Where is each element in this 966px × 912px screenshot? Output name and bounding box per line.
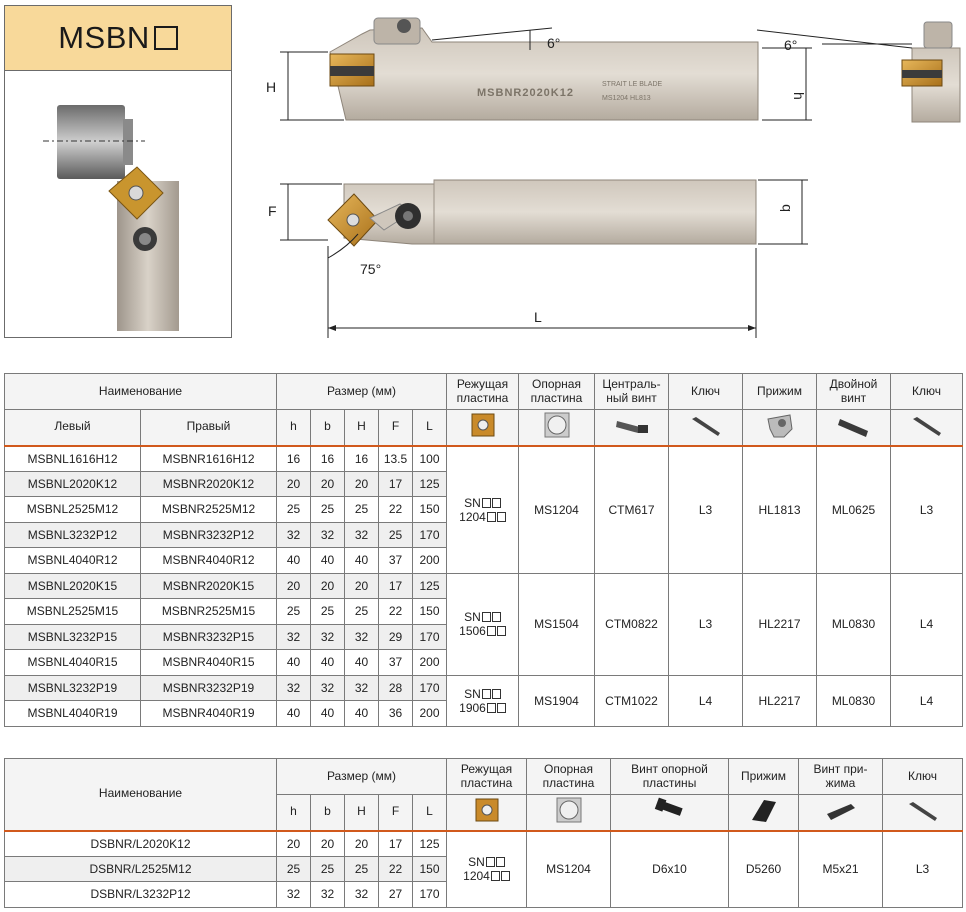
double-screw-cell: ML0830 <box>817 573 891 675</box>
dim-cell: 170 <box>413 882 447 908</box>
dim-cell: 125 <box>413 831 447 857</box>
col-insert-header: Режущая пластина <box>447 374 519 410</box>
left-model-cell: MSBNL2525M15 <box>5 599 141 625</box>
dim-cell: 25 <box>345 599 379 625</box>
product-title-text: MSBN <box>58 20 150 55</box>
model-cell: DSBNR/L3232P12 <box>5 882 277 908</box>
dim-cell: 32 <box>311 882 345 908</box>
square-insert-icon <box>447 410 519 446</box>
insert-code-a: SN <box>464 686 481 701</box>
dim-cell: 29 <box>379 624 413 650</box>
dim-cell: 32 <box>311 675 345 701</box>
insert-code-b: 1204 <box>463 869 490 883</box>
col-double-screw-header: Двойной винт <box>817 374 891 410</box>
dim-cell: 20 <box>277 471 311 497</box>
dim-F: F <box>268 203 277 219</box>
dim-cell: 20 <box>345 471 379 497</box>
double-screw-cell: ML0625 <box>817 446 891 574</box>
dim-cell: 13.5 <box>379 446 413 472</box>
clamp-cell: HL1813 <box>743 446 817 574</box>
t2-col-shim-header: Опорная пластина <box>527 759 611 795</box>
key-cell: L4 <box>669 675 743 726</box>
dim-cell: 20 <box>311 573 345 599</box>
placeholder-square-icon <box>154 26 178 50</box>
dim-cell: 125 <box>413 471 447 497</box>
left-model-cell: MSBNL1616H12 <box>5 446 141 472</box>
dim-angle-top: 6° <box>547 35 561 51</box>
col-b-header: b <box>311 410 345 446</box>
shim-cell: MS1204 <box>519 446 595 574</box>
table-row <box>5 831 963 857</box>
right-model-cell: MSBNR4040R15 <box>141 650 277 676</box>
t2-col-insert-header: Режущая пластина <box>447 759 527 795</box>
dim-cell: 25 <box>345 856 379 882</box>
shim-screw-cell: D6x10 <box>611 831 729 908</box>
dim-b: b <box>777 204 793 212</box>
allen-key-icon <box>883 795 963 831</box>
t2-col-shim-screw-header: Винт опорной пластины <box>611 759 729 795</box>
dim-cell: 25 <box>277 599 311 625</box>
dim-cell: 32 <box>311 624 345 650</box>
right-model-cell: MSBNR3232P15 <box>141 624 277 650</box>
dim-cell: 27 <box>379 882 413 908</box>
dim-cell: 16 <box>345 446 379 472</box>
right-model-cell: MSBNR3232P12 <box>141 522 277 548</box>
dim-cell: 40 <box>311 548 345 574</box>
col-size-header: Размер (мм) <box>277 374 447 410</box>
key2-cell: L3 <box>891 446 963 574</box>
dim-cell: 170 <box>413 675 447 701</box>
dim-cell: 40 <box>345 701 379 727</box>
t2-col-size-header: Размер (мм) <box>277 759 447 795</box>
col-L-header: L <box>413 410 447 446</box>
col-key2-header: Ключ <box>891 374 963 410</box>
dim-L: L <box>534 309 542 325</box>
insert-cell <box>447 446 519 574</box>
col-shim-header: Опорная пластина <box>519 374 595 410</box>
round-shim-icon <box>519 410 595 446</box>
dim-cell: 25 <box>379 522 413 548</box>
dim-cell: 32 <box>277 522 311 548</box>
insert-code-b: 1204 <box>459 509 486 524</box>
left-model-cell: MSBNL3232P19 <box>5 675 141 701</box>
key2-cell: L4 <box>891 573 963 675</box>
clamp-screw-icon <box>799 795 883 831</box>
clamp-lever-icon <box>729 795 799 831</box>
shim-screw-icon <box>611 795 729 831</box>
dim-cell: 22 <box>379 856 413 882</box>
dim-cell: 32 <box>345 624 379 650</box>
machining-scheme <box>4 70 232 338</box>
dim-cell: 32 <box>277 882 311 908</box>
body-small-marking-2: MS1204 HL813 <box>602 95 651 102</box>
center-screw-icon <box>595 410 669 446</box>
dim-cell: 20 <box>277 573 311 599</box>
key-cell: L3 <box>669 573 743 675</box>
dim-cell: 20 <box>311 831 345 857</box>
col-h-header: h <box>277 410 311 446</box>
left-model-cell: MSBNL2525M12 <box>5 497 141 523</box>
t2-col-F-header: F <box>379 795 413 831</box>
insert-code-a: SN <box>464 495 481 510</box>
dim-cell: 200 <box>413 650 447 676</box>
shim-cell: MS1504 <box>519 573 595 675</box>
dim-cell: 150 <box>413 497 447 523</box>
center-screw-cell: CTM0822 <box>595 573 669 675</box>
col-left-header: Левый <box>5 410 141 446</box>
t2-col-h-header: h <box>277 795 311 831</box>
col-key-header: Ключ <box>669 374 743 410</box>
dim-cell: 25 <box>277 497 311 523</box>
right-model-cell: MSBNR4040R19 <box>141 701 277 727</box>
table-row <box>5 446 963 472</box>
t2-col-name-header: Наименование <box>5 759 277 831</box>
insert-cell <box>447 573 519 675</box>
dim-H: H <box>266 79 277 95</box>
col-right-header: Правый <box>141 410 277 446</box>
table-row <box>5 675 963 701</box>
insert-cell <box>447 675 519 726</box>
dim-cell: 100 <box>413 446 447 472</box>
dim-cell: 125 <box>413 573 447 599</box>
key2-cell: L4 <box>891 675 963 726</box>
model-cell: DSBNR/L2020K12 <box>5 831 277 857</box>
left-model-cell: MSBNL4040R19 <box>5 701 141 727</box>
double-screw-icon <box>817 410 891 446</box>
dim-cell: 40 <box>277 548 311 574</box>
body-marking: MSBNR2020K12 <box>477 87 574 99</box>
dim-cell: 17 <box>379 573 413 599</box>
insert-code-a: SN <box>464 610 481 624</box>
insert-cell <box>447 831 527 908</box>
round-shim-icon <box>527 795 611 831</box>
left-model-cell: MSBNL4040R15 <box>5 650 141 676</box>
dim-cell: 25 <box>277 856 311 882</box>
dim-cell: 22 <box>379 599 413 625</box>
dim-cell: 37 <box>379 548 413 574</box>
col-clamp-header: Прижим <box>743 374 817 410</box>
dim-cell: 25 <box>311 497 345 523</box>
t2-col-L-header: L <box>413 795 447 831</box>
t2-col-key-header: Ключ <box>883 759 963 795</box>
dim-cell: 22 <box>379 497 413 523</box>
clamp-cell: D5260 <box>729 831 799 908</box>
dim-cell: 32 <box>277 675 311 701</box>
right-model-cell: MSBNR1616H12 <box>141 446 277 472</box>
t2-col-clamp-screw-header: Винт при-жима <box>799 759 883 795</box>
dim-cell: 28 <box>379 675 413 701</box>
insert-code-b: 1506 <box>459 624 486 638</box>
left-model-cell: MSBNL2020K15 <box>5 573 141 599</box>
dim-cell: 36 <box>379 701 413 727</box>
right-model-cell: MSBNR2020K15 <box>141 573 277 599</box>
dim-cell: 32 <box>277 624 311 650</box>
col-F-header: F <box>379 410 413 446</box>
dim-cell: 40 <box>277 701 311 727</box>
dim-h: h <box>791 92 807 100</box>
col-center-screw-header: Централь-ный винт <box>595 374 669 410</box>
left-model-cell: MSBNL2020K12 <box>5 471 141 497</box>
dim-cell: 150 <box>413 599 447 625</box>
key-cell: L3 <box>669 446 743 574</box>
body-small-marking: STRAIT LE BLADE <box>602 81 663 88</box>
dim-cell: 170 <box>413 522 447 548</box>
dim-angle-side: 6° <box>784 37 798 53</box>
right-model-cell: MSBNR2525M12 <box>141 497 277 523</box>
right-model-cell: MSBNR2020K12 <box>141 471 277 497</box>
dim-cell: 40 <box>345 548 379 574</box>
machining-scheme-illustration <box>5 71 231 337</box>
dim-cell: 20 <box>345 831 379 857</box>
square-insert-icon <box>447 795 527 831</box>
dim-cell: 17 <box>379 831 413 857</box>
dim-cell: 200 <box>413 701 447 727</box>
left-model-cell: MSBNL3232P12 <box>5 522 141 548</box>
dim-cell: 40 <box>277 650 311 676</box>
insert-code-a: SN <box>468 855 485 869</box>
dim-cell: 17 <box>379 471 413 497</box>
right-model-cell: MSBNR3232P19 <box>141 675 277 701</box>
center-screw-cell: CTM1022 <box>595 675 669 726</box>
left-model-cell: MSBNL4040R12 <box>5 548 141 574</box>
dim-cell: 32 <box>345 522 379 548</box>
clamp-cell: HL2217 <box>743 573 817 675</box>
clamp-cell: HL2217 <box>743 675 817 726</box>
dim-cell: 20 <box>311 471 345 497</box>
right-model-cell: MSBNR4040R12 <box>141 548 277 574</box>
allen-key-icon-2 <box>891 410 963 446</box>
dim-cell: 40 <box>345 650 379 676</box>
dim-cell: 200 <box>413 548 447 574</box>
double-screw-cell: ML0830 <box>817 675 891 726</box>
table-dsbn <box>4 758 963 908</box>
clamp-screw-cell: M5x21 <box>799 831 883 908</box>
dim-cell: 40 <box>311 650 345 676</box>
dim-cell: 16 <box>311 446 345 472</box>
t2-col-b-header: b <box>311 795 345 831</box>
dim-cell: 40 <box>311 701 345 727</box>
product-title <box>4 5 232 71</box>
dim-cell: 32 <box>345 882 379 908</box>
shim-cell: MS1204 <box>527 831 611 908</box>
dim-angle-lead: 75° <box>360 261 382 277</box>
dim-cell: 32 <box>345 675 379 701</box>
table-msbn <box>4 373 963 727</box>
t2-col-clamp-header: Прижим <box>729 759 799 795</box>
center-screw-cell: CTM617 <box>595 446 669 574</box>
table-row <box>5 573 963 599</box>
col-H-header: H <box>345 410 379 446</box>
t2-col-H-header: H <box>345 795 379 831</box>
left-model-cell: MSBNL3232P15 <box>5 624 141 650</box>
dim-cell: 25 <box>345 497 379 523</box>
dim-cell: 37 <box>379 650 413 676</box>
right-model-cell: MSBNR2525M15 <box>141 599 277 625</box>
shim-cell: MS1904 <box>519 675 595 726</box>
dim-cell: 150 <box>413 856 447 882</box>
allen-key-icon <box>669 410 743 446</box>
dim-cell: 25 <box>311 856 345 882</box>
dim-cell: 20 <box>345 573 379 599</box>
col-name-header: Наименование <box>5 374 277 410</box>
dim-cell: 16 <box>277 446 311 472</box>
key-cell: L3 <box>883 831 963 908</box>
dim-cell: 170 <box>413 624 447 650</box>
tool-drawing <box>262 8 966 344</box>
dim-cell: 20 <box>277 831 311 857</box>
dim-cell: 32 <box>311 522 345 548</box>
insert-code-b: 1906 <box>459 700 486 715</box>
dim-cell: 25 <box>311 599 345 625</box>
clamp-icon <box>743 410 817 446</box>
model-cell: DSBNR/L2525M12 <box>5 856 277 882</box>
